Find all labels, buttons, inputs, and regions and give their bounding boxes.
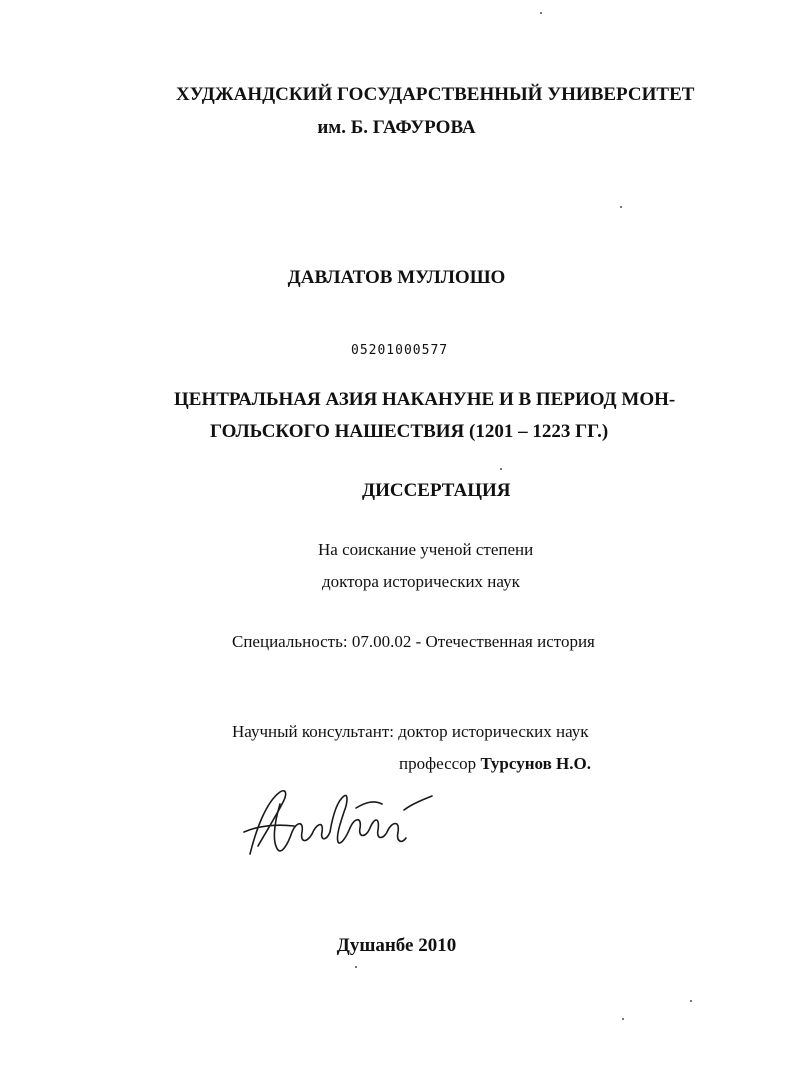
scientific-advisor-label: Научный консультант: доктор исторических наук [232,722,589,741]
scan-speck [500,468,502,470]
university-named-after: им. Б. ГАФУРОВА [317,117,476,138]
scan-speck [540,12,542,14]
degree-line-1: На соискание ученой степени [318,540,534,559]
city-and-year: Душанбе 2010 [336,935,457,956]
university-name: ХУДЖАНДСКИЙ ГОСУДАРСТВЕННЫЙ УНИВЕРСИТЕТ [176,84,695,105]
dissertation-title-line-2: ГОЛЬСКОГО НАШЕСТВИЯ (1201 – 1223 ГГ.) [210,421,609,442]
scan-speck [620,206,622,208]
advisor-name: Турсунов Н.О. [480,754,591,773]
scan-speck [355,966,357,968]
scan-speck [622,1018,624,1020]
author-name: ДАВЛАТОВ МУЛЛОШО [287,267,506,288]
advisor-title: профессор [399,754,477,773]
scan-speck [690,1000,692,1002]
degree-line-2: доктора исторических наук [322,572,520,591]
dissertation-title-line-1: ЦЕНТРАЛЬНАЯ АЗИЯ НАКАНУНЕ И В ПЕРИОД МОН- [174,389,676,410]
scientific-advisor-name-line [399,754,591,774]
handwritten-signature [236,780,436,870]
document-code: 05201000577 [351,343,449,358]
specialty: Специальность: 07.00.02 - Отечественная история [232,632,595,651]
document-type: ДИССЕРТАЦИЯ [362,480,511,501]
